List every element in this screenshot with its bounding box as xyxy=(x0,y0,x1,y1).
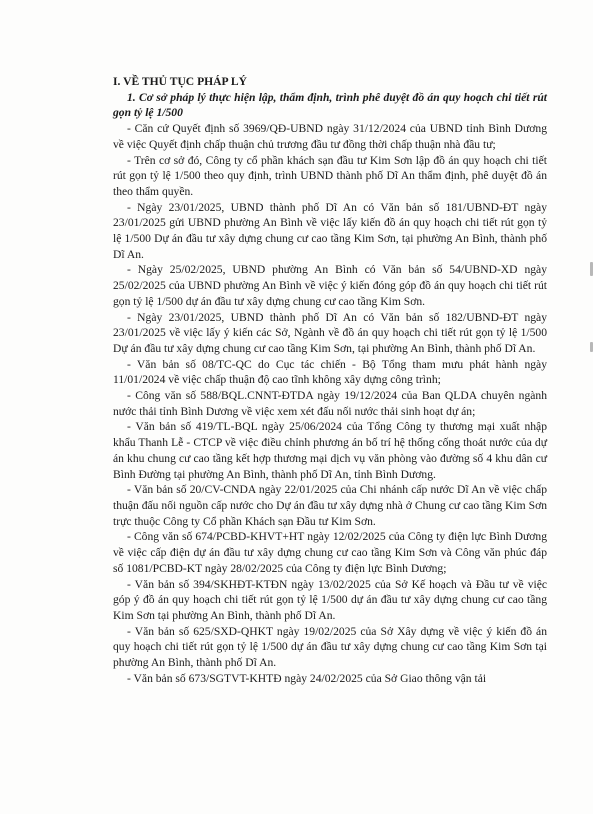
paragraph: - Ngày 25/02/2025, UBND phường An Bình có Văn bản số 54/UBND-XD ngày 25/02/2025 của UBND phường An Bình về việc ý kiến đóng góp đồ án quy hoạch chi tiết rút gọn tỷ lệ 1/500 dự án đầu tư xây dựng chung cư cao tầng Kim Sơn. xyxy=(113,263,547,308)
paragraph: - Công văn số 674/PCBD-KHVT+HT ngày 12/02/2025 của Công ty điện lực Bình Dương về việc cấp điện dự án đầu tư xây dựng chung cư cao tầng Kim Sơn và Công văn phúc đáp số 1081/PCBD-KT ngày 28/02/2025 của Công ty điện lực Bình Dương; xyxy=(113,530,547,575)
subsection-title: 1. Cơ sở pháp lý thực hiện lập, thẩm định, trình phê duyệt đồ án quy hoạch chi tiết rút gọn tỷ lệ 1/500 xyxy=(113,90,547,120)
paragraph: - Văn bản số 419/TL-BQL ngày 25/06/2024 của Tổng Công ty thương mại xuất nhập khẩu Thanh Lễ - CTCP về việc điều chỉnh phương án bố trí hệ thống cống thoát nước của dự án khu chung cư cao tầng kết hợp thương mại dịch vụ văn phòng vào đường số 4 khu dân cư Bình Đường tại phường An Bình, thành phố Dĩ An, tỉnh Bình Dương. xyxy=(113,420,547,481)
paragraph: - Văn bản số 394/SKHĐT-KTĐN ngày 13/02/2025 của Sở Kế hoạch và Đầu tư về việc góp ý đồ án quy hoạch chi tiết rút gọn tỷ lệ 1/500 dự án đầu tư xây dựng chung cư cao tầng Kim Sơn tại phường An Bình, thành phố Dĩ An. xyxy=(113,577,547,622)
document-body xyxy=(113,74,547,686)
paragraph: - Văn bản số 625/SXD-QHKT ngày 19/02/2025 của Sở Xây dựng về việc ý kiến đồ án quy hoạch chi tiết rút gọn tỷ lệ 1/500 dự án đầu tư xây dựng chung cư cao tầng Kim Sơn tại phường An Bình, thành phố Dĩ An. xyxy=(113,624,547,670)
paragraph: - Văn bản số 08/TC-QC do Cục tác chiến - Bộ Tổng tham mưu phát hành ngày 11/01/2024 về việc chấp thuận độ cao tĩnh không xây dựng công trình; xyxy=(113,357,547,387)
paragraph: - Văn bản số 673/SGTVT-KHTĐ ngày 24/02/2025 của Sở Giao thông vận tải xyxy=(127,671,487,685)
paragraph: - Ngày 23/01/2025, UBND thành phố Dĩ An có Văn bản số 181/UBND-ĐT ngày 23/01/2025 gửi UBND phường An Bình về việc lấy kiến đồ án quy hoạch chi tiết rút gọn tỷ lệ 1/500 Dự án đầu tư xây dựng chung cư cao tầng Kim Sơn, tại phường An Bình, thành phố Dĩ An. xyxy=(113,200,547,261)
section-title: I. VỀ THỦ TỤC PHÁP LÝ xyxy=(113,75,248,88)
paragraph: - Trên cơ sở đó, Công ty cổ phần khách sạn đầu tư Kim Sơn lập đồ án quy hoạch chi tiết rút gọn tỷ lệ 1/500 theo quy định, trình UBND thành phố Dĩ An thẩm định, phê duyệt đồ án theo thẩm quyền. xyxy=(113,153,547,198)
paragraph: - Văn bản số 20/CV-CNDA ngày 22/01/2025 của Chi nhánh cấp nước Dĩ An về việc chấp thuận đấu nối nguồn cấp nước cho Dự án đầu tư xây dựng nhà ở Chung cư cao tầng Kim Sơn trực thuộc Công ty Cổ phần Khách sạn Đầu tư Kim Sơn. xyxy=(113,483,547,528)
paragraph: - Công văn số 588/BQL.CNNT-ĐTDA ngày 19/12/2024 của Ban QLDA chuyên ngành nước thải tỉnh Bình Dương về việc xem xét đấu nối nước thải sinh hoạt dự án; xyxy=(113,389,547,418)
paragraph: - Ngày 23/01/2025, UBND thành phố Dĩ An có Văn bản số 182/UBND-ĐT ngày 23/01/2025 về việc lấy ý kiến các Sở, Ngành về đồ án quy hoạch chi tiết rút gọn tỷ lệ 1/500 Dự án đầu tư xây dựng chung cư cao tầng Kim Sơn, tại phường An Bình, thành phố Dĩ An. xyxy=(113,310,547,355)
paragraph: - Căn cứ Quyết định số 3969/QĐ-UBND ngày 31/12/2024 của UBND tỉnh Bình Dương về việc Quyết định chấp thuận chủ trương đầu tư đồng thời chấp thuận nhà đầu tư; xyxy=(113,122,547,151)
